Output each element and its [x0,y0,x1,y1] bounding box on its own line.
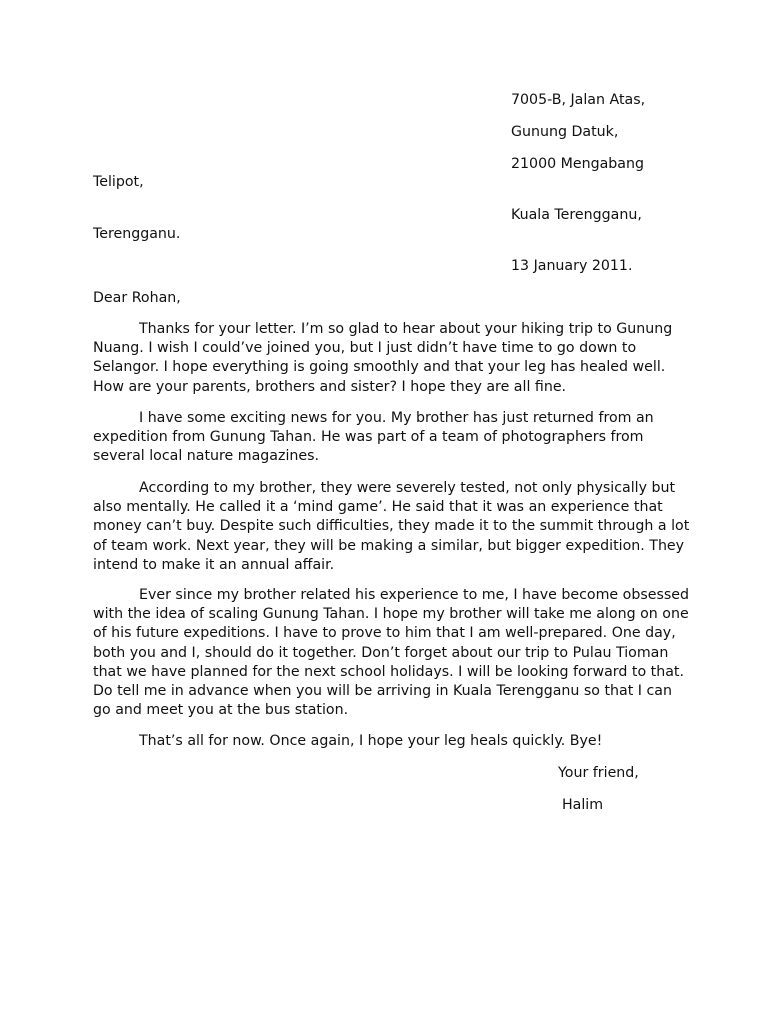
paragraph-line: money can’t buy. Despite such difficulties, they made it to the summit through a lot [93,518,690,535]
valediction: Your friend, [558,765,639,781]
paragraph-line: with the idea of scaling Gunung Tahan. I hope my brother will take me along on one [93,606,689,623]
paragraph-line: Ever since my brother related his experience to me, I have become obsessed [139,587,689,603]
paragraph-line: Selangor. I hope everything is going smoothly and that your leg has healed well. [93,359,666,376]
paragraph-line: of team work. Next year, they will be making a similar, but bigger expedition. They [93,537,685,554]
address-line-5: Kuala Terengganu, [511,207,642,223]
paragraph-line: expedition from Gunung Tahan. He was part of a team of photographers from [93,429,644,446]
paragraph-line: Do tell me in advance when you will be arriving in Kuala Terengganu so that I can [93,683,672,700]
paragraph-line: both you and I, should do it together. Don’t forget about our trip to Pulau Tioman [93,644,669,661]
paragraph-1 [93,320,705,397]
paragraph-line: of his future expeditions. I have to prove to him that I am well-prepared. One day, [93,625,676,642]
paragraph-line: I have some exciting news for you. My brother has just returned from an [139,410,654,426]
paragraph-line: intend to make it an annual affair. [93,556,335,573]
paragraph-line: several local nature magazines. [93,448,320,465]
paragraph-line: also mentally. He called it a ‘mind game’. He said that it was an experience that [93,499,663,516]
signature: Halim [562,797,604,813]
paragraph-2 [93,409,705,467]
address-line-2: Gunung Datuk, [511,124,619,140]
paragraph-line: go and meet you at the bus station. [93,702,349,719]
paragraph-line: that we have planned for the next school holidays. I will be looking forward to that. [93,663,684,680]
paragraph-line: How are your parents, brothers and sister? I hope they are all fine. [93,378,567,395]
address-line-1: 7005-B, Jalan Atas, [511,92,646,108]
paragraph-5 [93,732,705,751]
paragraph-3 [93,479,705,575]
paragraph-4 [93,586,705,720]
address-line-3: 21000 Mengabang [511,156,645,172]
salutation: Dear Rohan, [93,290,181,306]
paragraph-line: That’s all for now. Once again, I hope your leg heals quickly. Bye! [139,733,603,749]
address-line-4: Telipot, [93,174,144,190]
paragraph-line: Thanks for your letter. I’m so glad to hear about your hiking trip to Gunung [139,321,673,337]
address-line-6: Terengganu. [93,226,181,242]
paragraph-line: According to my brother, they were severely tested, not only physically but [139,480,676,496]
letter-date: 13 January 2011. [511,258,633,274]
paragraph-line: Nuang. I wish I could’ve joined you, but I just didn’t have time to go down to [93,340,637,357]
